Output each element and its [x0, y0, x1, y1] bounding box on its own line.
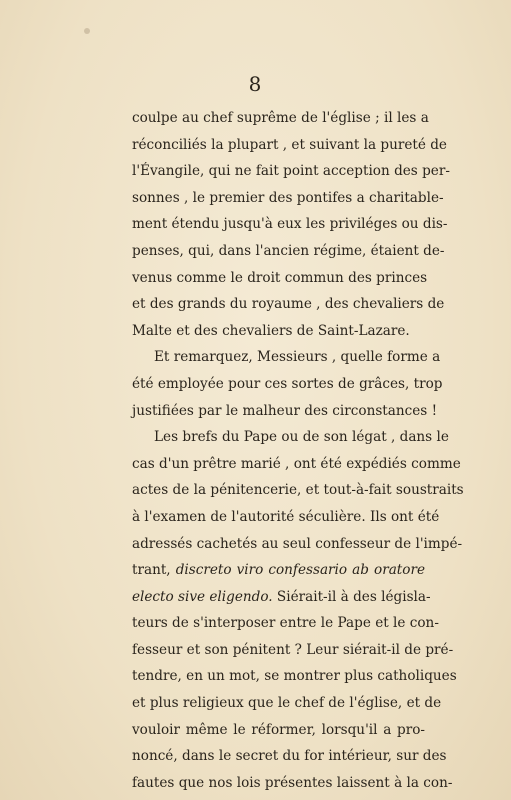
page-number: 8	[248, 72, 263, 96]
text-line: teurs de s'interposer entre le Pape et le con-	[132, 615, 439, 632]
paragraph-start-line: Et remarquez, Messieurs , quelle forme a	[154, 349, 441, 366]
text-line: venus comme le droit commun des princes	[132, 269, 428, 286]
text-line: coulpe au chef suprême de l'église ; il les a	[132, 110, 429, 126]
text-line: cas d'un prêtre marié , ont été expédiés comme	[132, 455, 461, 472]
text-line: et des grands du royaume , des chevaliers de	[132, 296, 445, 313]
text-line-latin	[132, 557, 425, 584]
text-line: l'Évangile, qui ne fait point acception des per-	[132, 163, 450, 180]
roman-text: trant,	[132, 562, 176, 579]
body-text	[132, 105, 464, 796]
text-line: vouloir même le réformer, lorsqu'il a pro-	[132, 721, 425, 738]
text-line: adressés cachetés au seul confesseur de l'impé-	[132, 535, 463, 552]
text-line: été employée pour ces sortes de grâces, trop	[132, 375, 443, 392]
text-line: noncé, dans le secret du for intérieur, sur des	[132, 748, 447, 765]
latin-italic-text: electo sive eligendo.	[132, 588, 273, 605]
text-line: réconciliés la plupart , et suivant la pureté de	[132, 136, 447, 153]
paper-spot	[84, 28, 90, 34]
text-line: ment étendu jusqu'à eux les priviléges ou dis-	[132, 216, 448, 233]
text-line: à l'examen de l'autorité séculière. Ils ont été	[132, 508, 440, 525]
text-line-latin	[132, 584, 431, 611]
text-line: actes de la pénitencerie, et tout-à-fait soustraits	[132, 482, 464, 499]
text-line: et plus religieux que le chef de l'église, et de	[132, 695, 442, 712]
latin-italic-text: discreto viro confessario ab oratore	[175, 562, 425, 579]
paragraph-start-line: Les brefs du Pape ou de son légat , dans le	[154, 429, 449, 446]
text-line: justifiées par le malheur des circonstances !	[132, 402, 438, 419]
text-line: tendre, en un mot, se montrer plus catholiques	[132, 668, 457, 685]
text-line: Malte et des chevaliers de Saint-Lazare.	[132, 322, 410, 339]
text-line: fesseur et son pénitent ? Leur siérait-il de pré-	[132, 641, 454, 658]
text-line: sonnes , le premier des pontifes a charitable-	[132, 189, 444, 206]
roman-text: Siérait-il à des législa-	[272, 588, 431, 605]
text-line: fautes que nos lois présentes laissent à la con-	[132, 774, 453, 791]
text-line: penses, qui, dans l'ancien régime, étaient de-	[132, 242, 445, 259]
